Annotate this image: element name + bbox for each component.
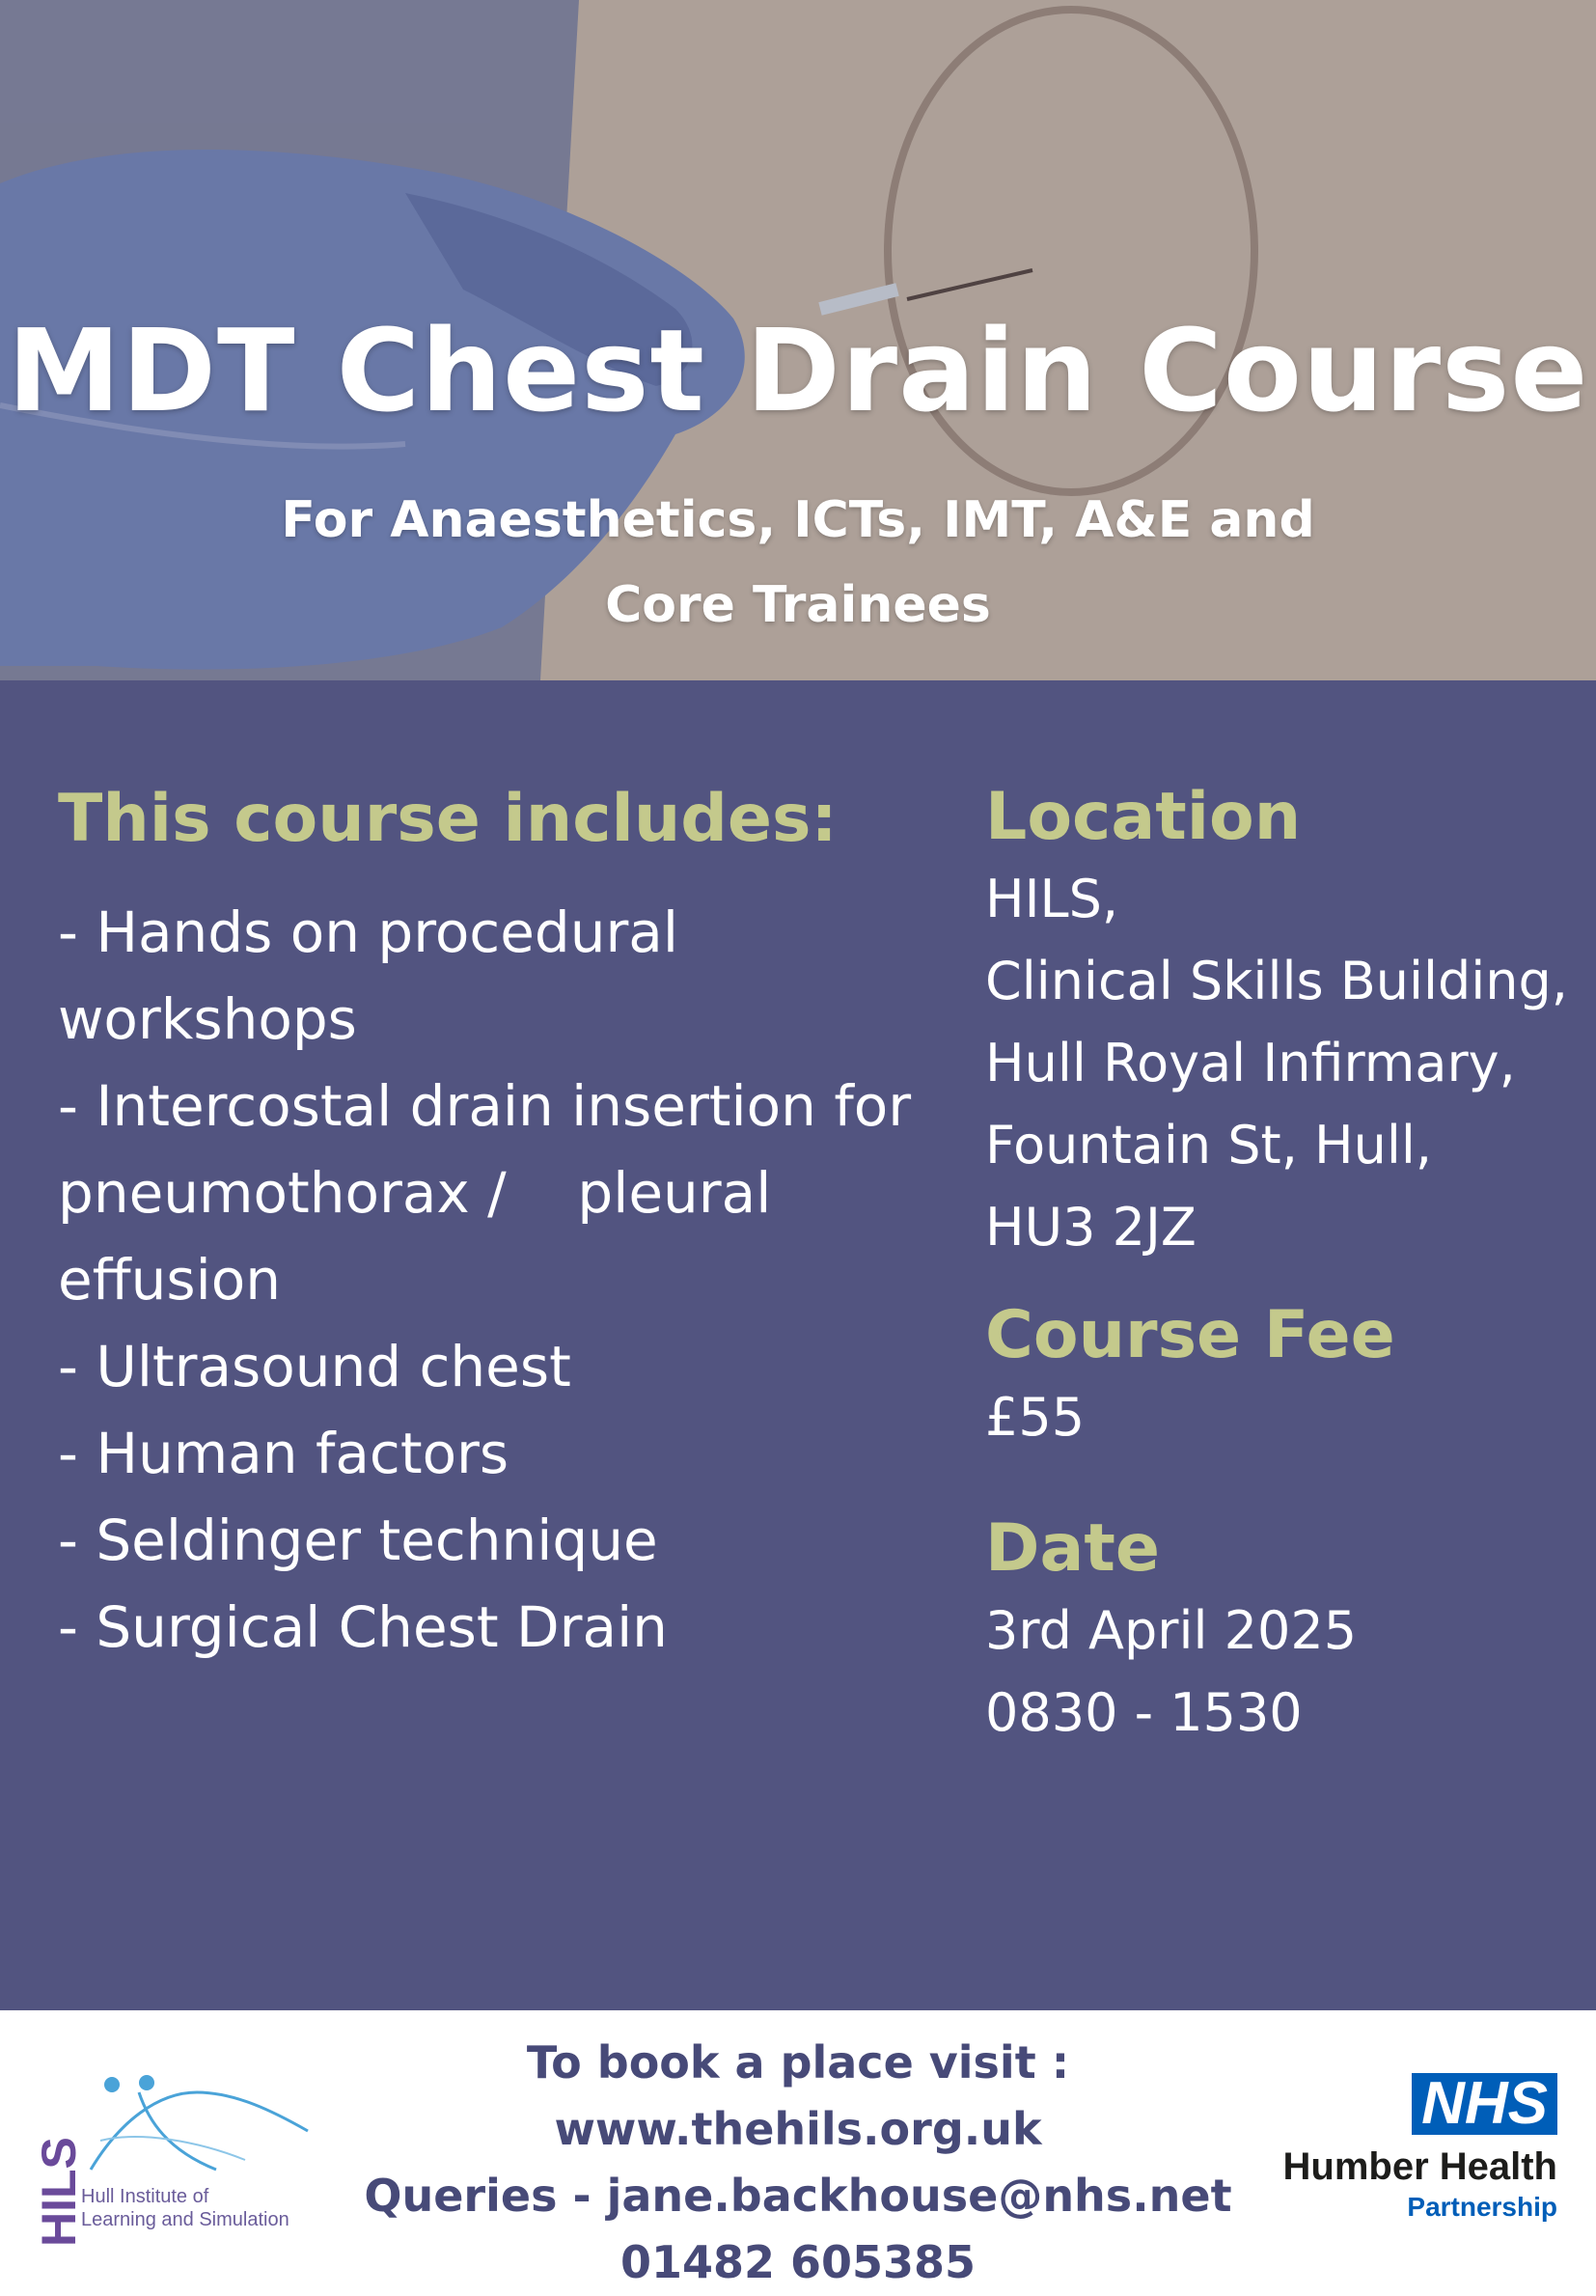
list-item: - Seldinger technique	[58, 1508, 658, 1573]
nhs-org-sub: Partnership	[1407, 2192, 1557, 2222]
address-line: Clinical Skills Building,	[985, 951, 1568, 1011]
hils-swoosh-icon	[81, 2063, 313, 2179]
list-item: - Intercostal drain insertion for	[58, 1073, 912, 1139]
course-details-panel	[0, 680, 1596, 2010]
hero-banner	[0, 0, 1596, 680]
includes-column	[58, 777, 926, 1671]
date-heading: Date	[985, 1510, 1160, 1587]
fee-heading: Course Fee	[985, 1297, 1395, 1373]
fee-value: £55	[985, 1387, 1086, 1448]
list-item: - Hands on procedural	[58, 899, 678, 965]
address-line: Hull Royal Infirmary,	[985, 1033, 1516, 1093]
hils-caption	[81, 2185, 289, 2231]
list-item: effusion	[58, 1247, 281, 1313]
course-audience	[0, 478, 1596, 648]
audience-line-1: For Anaesthetics, ICTs, IMT, A&E and	[281, 491, 1315, 549]
audience-line-2: Core Trainees	[605, 576, 991, 634]
date-day: 3rd April 2025	[985, 1600, 1358, 1661]
date-time: 0830 - 1530	[985, 1682, 1303, 1743]
includes-heading: This course includes:	[58, 781, 838, 857]
hils-letters: HILS	[32, 2137, 86, 2247]
address-line: HILS,	[985, 869, 1119, 929]
hils-logo-mark	[27, 2063, 85, 2247]
list-item: - Human factors	[58, 1421, 509, 1486]
address-line: Fountain St, Hull,	[985, 1115, 1433, 1176]
list-item: pneumothorax / pleural	[58, 1160, 772, 1226]
hils-logo	[27, 2063, 316, 2247]
address-line: HU3 2JZ	[985, 1197, 1197, 1258]
booking-info	[289, 2030, 1307, 2296]
info-column	[985, 777, 1583, 1754]
list-item: workshops	[58, 986, 357, 1052]
nhs-logo	[1239, 2070, 1557, 2247]
queries-email[interactable]: Queries - jane.backhouse@nhs.net	[364, 2170, 1232, 2222]
list-item: - Ultrasound chest	[58, 1334, 571, 1399]
footer	[0, 2010, 1596, 2288]
phone-number: 01482 605385	[619, 2236, 977, 2288]
hils-caption-line-2: Learning and Simulation	[81, 2209, 289, 2230]
booking-link[interactable]: To book a place visit : www.thehils.org.uk	[526, 2036, 1070, 2155]
nhs-org-name: Humber Health	[1282, 2145, 1557, 2188]
list-item: - Surgical Chest Drain	[58, 1594, 668, 1660]
hils-caption-line-1: Hull Institute of	[81, 2186, 209, 2207]
nhs-mark: NHS	[1412, 2073, 1557, 2135]
includes-list	[58, 889, 926, 1671]
course-title: MDT Chest Drain Course	[7, 304, 1589, 437]
location-address	[985, 858, 1583, 1268]
location-heading: Location	[985, 779, 1302, 855]
